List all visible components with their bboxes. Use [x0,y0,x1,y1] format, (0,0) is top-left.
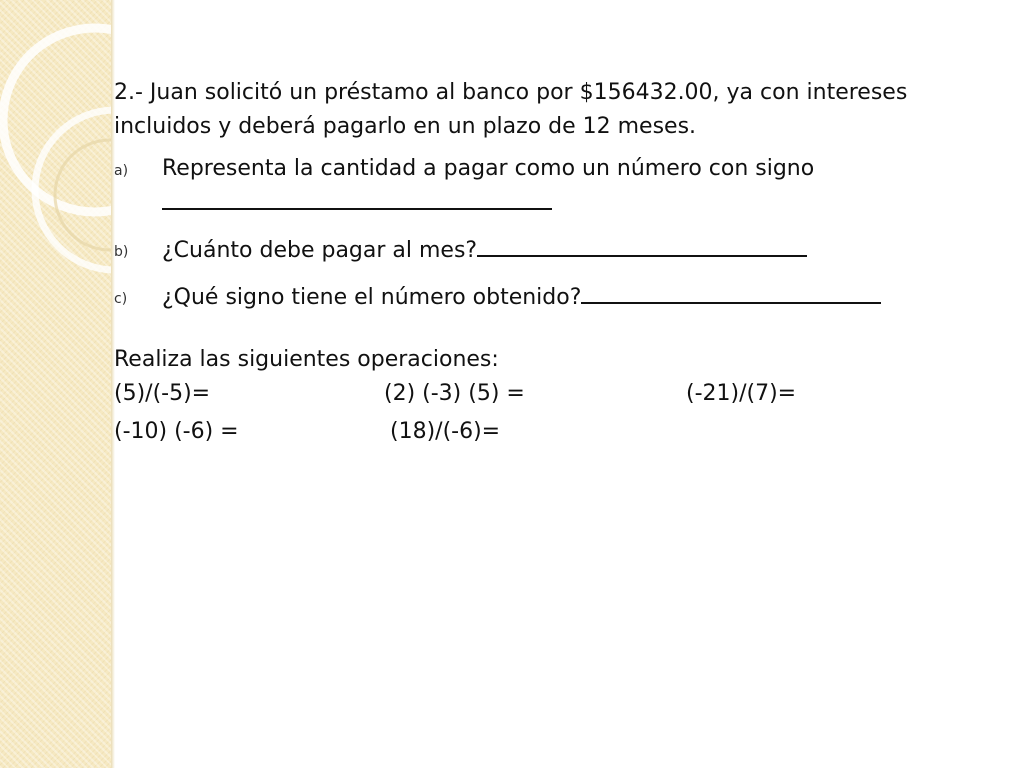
slide-content [114,76,994,453]
question-text: ¿Qué signo tiene el número obtenido? [162,285,582,310]
operation: (18)/(-6)= [390,419,501,444]
decorative-ring-inner [55,140,111,250]
question-marker: b) [114,244,129,260]
answer-blank [477,233,807,257]
answer-blank [162,186,552,210]
operations-row-1 [114,377,994,415]
operation: (2) (-3) (5) = [384,381,525,406]
question-text: Representa la cantidad a pagar como un número con signo [162,156,815,181]
question-marker: a) [114,163,129,179]
question-c [114,280,994,315]
question-text: ¿Cuánto debe pagar al mes? [162,238,478,263]
question-marker: c) [114,291,128,307]
operation: (-21)/(7)= [686,381,797,406]
decorative-rings [0,0,111,768]
question-b [114,233,994,268]
problem-statement: 2.- Juan solicitó un préstamo al banco por $156432.00, ya con intereses incluidos y deberá pagarlo en un plazo de 12 meses. [114,80,908,139]
operation: (-10) (-6) = [114,419,239,444]
decorative-ring-medium [35,110,111,270]
operation: (5)/(-5)= [114,381,211,406]
decorative-side-band [0,0,111,768]
question-a [114,152,994,221]
operations-title: Realiza las siguientes operaciones: [114,347,499,372]
operations-row-2 [114,415,994,453]
question-list [114,152,994,315]
answer-blank [581,280,881,304]
